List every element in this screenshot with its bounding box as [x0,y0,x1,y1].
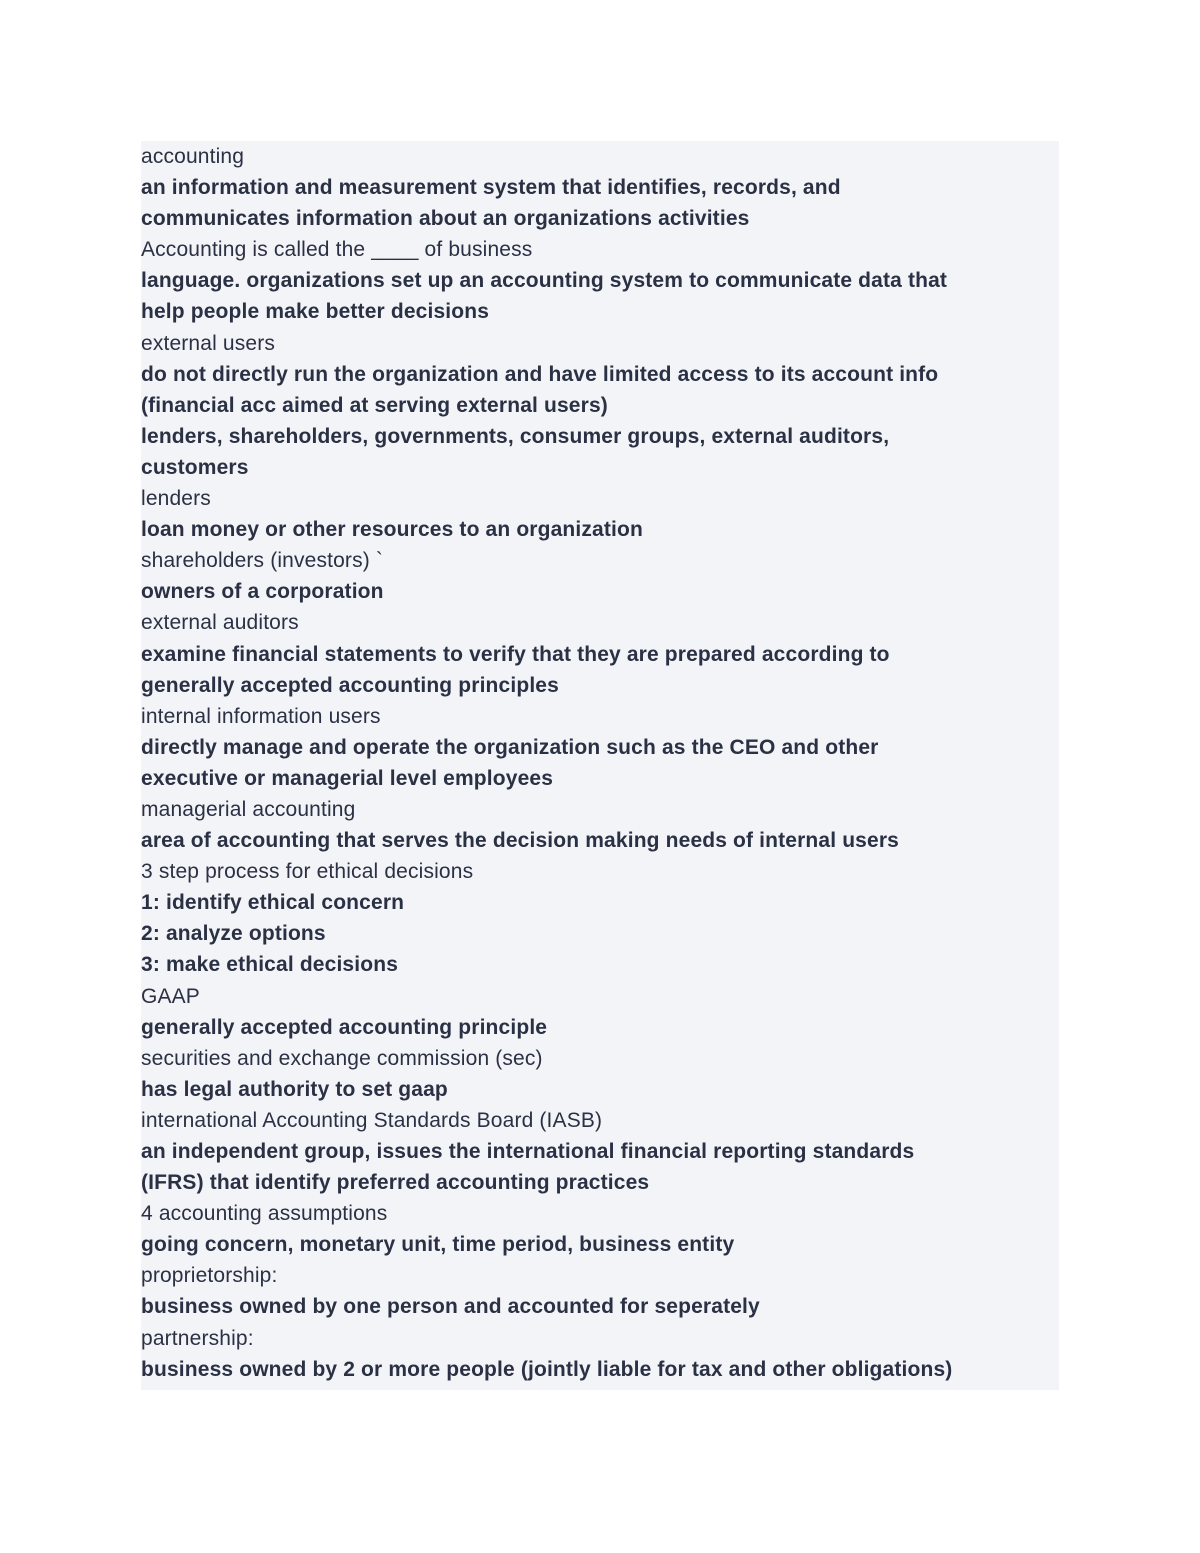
term-line: proprietorship: [141,1264,278,1288]
term-line: shareholders (investors) ` [141,549,383,573]
flashcard-lines [141,141,1059,1385]
definition-line: communicates information about an organizations activities [141,207,750,231]
definition-line: lenders, shareholders, governments, consumer groups, external auditors, [141,424,890,448]
definition-line: executive or managerial level employees [141,766,554,790]
term-line: lenders [141,487,211,511]
term-line: Accounting is called the ____ of business [141,238,533,262]
definition-line: 3: make ethical decisions [141,953,399,977]
term-line: 4 accounting assumptions [141,1202,388,1226]
definition-line: owners of a corporation [141,580,384,604]
definition-line: generally accepted accounting principles [141,673,559,697]
term-line: partnership: [141,1326,254,1350]
term-line: accounting [141,145,245,168]
definition-line: 1: identify ethical concern [141,891,405,915]
definition-line: directly manage and operate the organization such as the CEO and other [141,735,879,759]
term-line: GAAP [141,984,200,1008]
definition-line: (financial acc aimed at serving external users) [141,393,608,417]
definition-line: an independent group, issues the international financial reporting standards [141,1140,915,1163]
definition-line: an information and measurement system that identifies, records, and [141,176,841,200]
definition-line: customers [141,455,249,479]
definition-line: business owned by one person and accounted for seperately [141,1295,760,1319]
term-line: internal information users [141,704,381,728]
term-line: managerial accounting [141,797,356,821]
definition-line: loan money or other resources to an organization [141,518,643,542]
definition-line: 2: analyze options [141,922,326,946]
definition-line: do not directly run the organization and have limited access to its account info [141,362,939,386]
definition-line: has legal authority to set gaap [141,1077,448,1101]
term-line: international Accounting Standards Board (IASB) [141,1108,603,1132]
term-line: external users [141,331,275,355]
definition-line: examine financial statements to verify that they are prepared according to [141,642,890,666]
definition-line: language. organizations set up an accounting system to communicate data that [141,269,948,293]
definition-line: going concern, monetary unit, time period, business entity [141,1233,735,1257]
definition-line: (IFRS) that identify preferred accounting practices [141,1171,650,1195]
definition-line: area of accounting that serves the decision making needs of internal users [141,829,899,853]
definition-line: business owned by 2 or more people (jointly liable for tax and other obligations) [141,1357,953,1381]
definition-line: help people make better decisions [141,300,490,324]
term-line: external auditors [141,611,299,635]
term-line: 3 step process for ethical decisions [141,860,474,884]
term-line: securities and exchange commission (sec) [141,1046,543,1070]
definition-line: generally accepted accounting principle [141,1015,548,1039]
